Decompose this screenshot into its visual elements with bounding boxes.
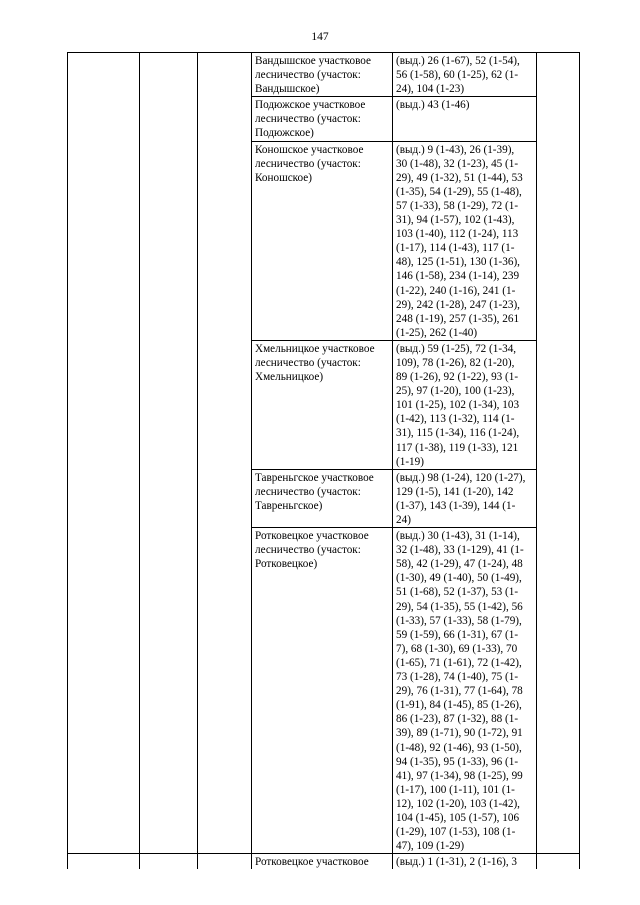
forestry-name: Вандышское участковое лесничество (участок: Вандышское) xyxy=(255,55,371,96)
forestry-name: Хмельницкое участковое лесничество (участок: Хмельницкое) xyxy=(255,342,375,384)
blocks-list: (выд.) 1 (1-31), 2 (1-16), 3 xyxy=(396,856,518,869)
blocks-cell xyxy=(393,469,537,527)
forestry-cell xyxy=(252,141,393,340)
forestry-name: Подюжское участковое лесничество (участок: Подюжское) xyxy=(255,99,366,140)
forestry-table xyxy=(67,52,580,869)
blocks-list: (выд.) 9 (1-43), 26 (1-39), 30 (1-48), 32 (1-23), 45 (1- 29), 49 (1-32), 51 (1-44), 53 (1-35), 54 (1-29), 55 (1-48), 57 (1-33), 58 (1-29), 72 (1- 31), 94 (1-57), 102 (1-43), 103 (1-40), 112 (1-24), 113 (1-17), 114 (1-43), 117 (1- 48), 125 (1-51), 130 (1-36), 146 (1-58), 234 (1-14), 239 (1-22), 240 (1-16), 241 (1- 29), 242 (1-28), 247 (1-23), 248 (1-19), 257 (1-35), 261 (1-25), 262 (1-40) xyxy=(396,143,523,339)
empty-cell xyxy=(140,854,198,870)
page-number: 147 xyxy=(311,31,329,43)
forestry-cell xyxy=(252,469,393,527)
forestry-cell xyxy=(252,97,393,141)
empty-cell xyxy=(68,854,140,870)
blocks-cell xyxy=(393,528,537,854)
forestry-name: Ротковецкое участковое лесничество (участок: Ротковецкое) xyxy=(255,530,369,571)
forestry-name: Тавреньгское участковое лесничество (участок: Тавреньгское) xyxy=(255,471,374,512)
empty-cell xyxy=(198,854,252,870)
table-row xyxy=(68,53,580,97)
empty-cell xyxy=(537,53,580,854)
blocks-cell xyxy=(393,53,537,97)
empty-cell xyxy=(140,53,198,854)
blocks-cell xyxy=(393,141,537,340)
forestry-cell xyxy=(252,53,393,97)
blocks-list: (выд.) 59 (1-25), 72 (1-34, 109), 78 (1-26), 82 (1-20), 89 (1-26), 92 (1-22), 93 (1- 25), 97 (1-20), 100 (1-23), 101 (1-25), 102 (1-34), 103 (1-42), 113 (1-32), 114 (1- 31), 115 (1-34), 116 (1-24), 117 (1-38), 119 (1-33), 121 (1-19) xyxy=(396,342,520,468)
blocks-list: (выд.) 43 (1-46) xyxy=(396,99,470,112)
blocks-cell xyxy=(393,340,537,469)
empty-cell xyxy=(537,854,580,870)
blocks-list: (выд.) 30 (1-43), 31 (1-14), 32 (1-48), 33 (1-129), 41 (1- 58), 42 (1-29), 47 (1-24), 48 (1-30), 49 (1-40), 50 (1-49), 51 (1-68), 52 (1-37), 53 (1- 29), 54 (1-35), 55 (1-42), 56 (1-33), 57 (1-33), 58 (1-79), 59 (1-59), 66 (1-31), 67 (1- 7), 68 (1-30), 69 (1-33), 70 (1-65), 71 (1-61), 72 (1-42), 73 (1-28), 74 (1-40), 75 (1- 29), 76 (1-31), 77 (1-64), 78 (1-91), 84 (1-45), 85 (1-26), 86 (1-23), 87 (1-32), 88 (1- 39), 89 (1-71), 90 (1-72), 91 (1-48), 92 (1-46), 93 (1-50), 94 (1-35), 95 (1-33), 96 (1- 41), 97 (1-34), 98 (1-25), 99 (1-17), 100 (1-11), 101 (1- 12), 102 (1-20), 103 (1-42), 104 (1-45), 105 (1-57), 106 (1-29), 107 (1-53), 108 (1- 47), 109 (1-29) xyxy=(396,530,524,853)
empty-cell xyxy=(198,53,252,854)
blocks-cell xyxy=(393,854,537,870)
blocks-cell xyxy=(393,97,537,141)
empty-cell xyxy=(68,53,140,854)
forestry-name: Коношское участковое лесничество (участок: Коношское) xyxy=(255,143,364,184)
forestry-name: Ротковецкое участковое xyxy=(255,856,369,869)
table-row xyxy=(68,854,580,870)
forestry-cell xyxy=(252,528,393,854)
blocks-list: (выд.) 26 (1-67), 52 (1-54), 56 (1-58), 60 (1-25), 62 (1- 24), 104 (1-23) xyxy=(396,55,520,96)
forestry-cell xyxy=(252,340,393,469)
forestry-cell xyxy=(252,854,393,870)
blocks-list: (выд.) 98 (1-24), 120 (1-27), 129 (1-5), 141 (1-20), 142 (1-37), 143 (1-39), 144 (1- 24) xyxy=(396,471,526,526)
